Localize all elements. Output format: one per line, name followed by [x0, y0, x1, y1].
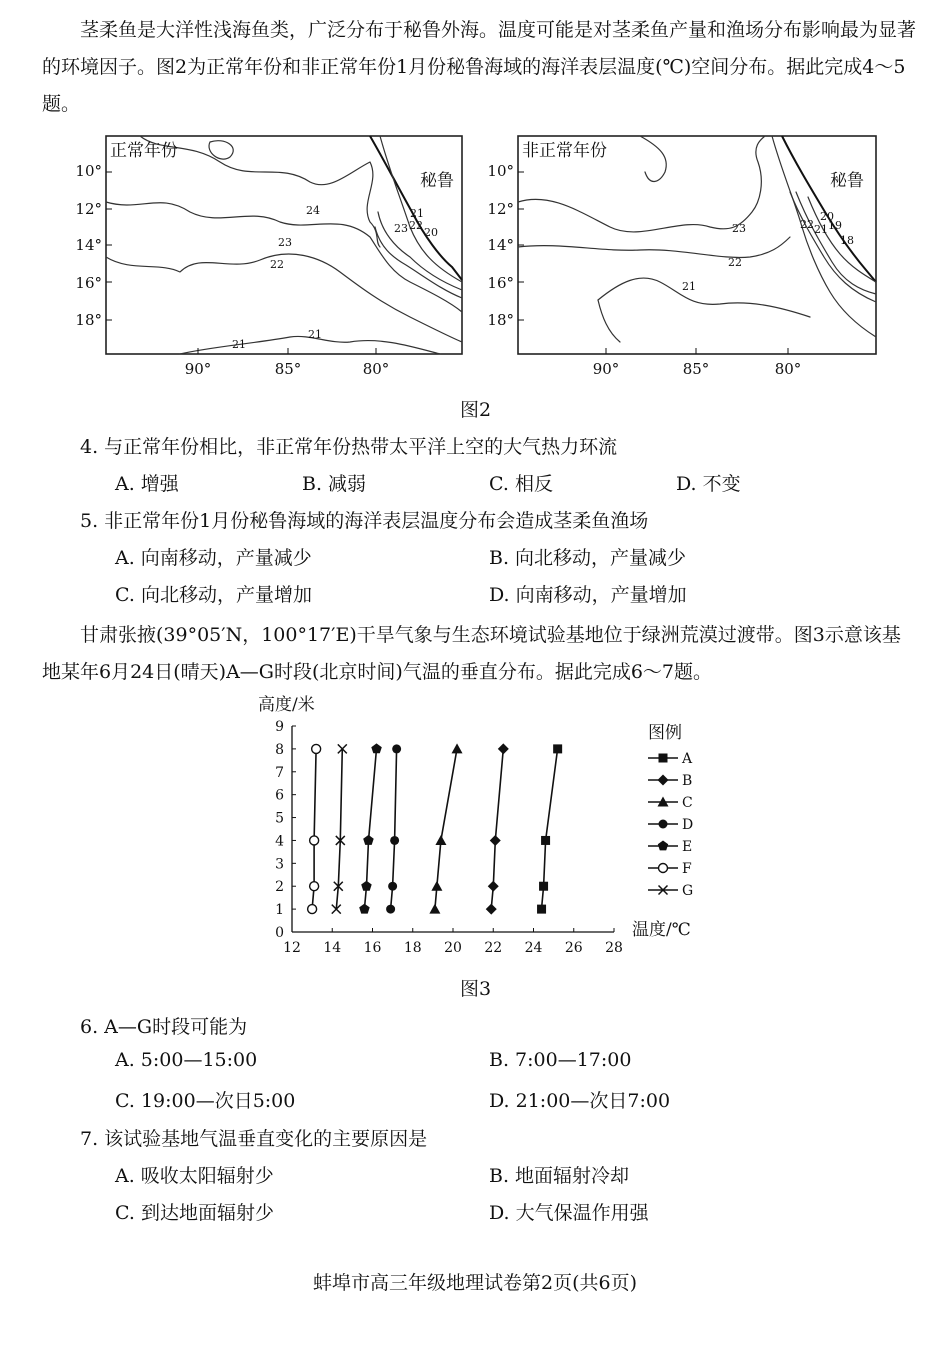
- legend-label: A: [682, 751, 693, 767]
- page-footer: 蚌埠市高三年级地理试卷第2页(共6页): [312, 1272, 637, 1294]
- isotherm-label: 20: [820, 210, 834, 223]
- y-tick-label: 0: [275, 925, 284, 941]
- question-4-option-d: D. 不变: [676, 473, 741, 495]
- lat-label: 16°: [75, 274, 102, 292]
- question-5-option-b: B. 向北移动，产量减少: [489, 547, 687, 569]
- isotherm-label: 21: [410, 207, 424, 220]
- question-4-stem: 4. 与正常年份相比，非正常年份热带太平洋上空的大气热力环流: [80, 436, 618, 458]
- question-4-option-b: B. 减弱: [302, 473, 367, 495]
- x-tick-label: 14: [323, 940, 342, 956]
- lon-label: 90°: [184, 360, 212, 378]
- legend-marker-a: [659, 754, 668, 763]
- isotherm-label: 20: [424, 226, 438, 239]
- question-5-option-c: C. 向北移动，产量增加: [115, 584, 312, 606]
- country-label: 秘鲁: [830, 171, 864, 191]
- isotherm-label: 23: [394, 222, 408, 235]
- data-point-b: [490, 835, 501, 846]
- x-tick-label: 20: [444, 940, 462, 956]
- lat-label: 12°: [487, 200, 514, 218]
- data-point-c: [431, 881, 442, 891]
- isotherm-label: 19: [828, 219, 842, 232]
- data-point-d: [388, 882, 397, 891]
- question-4-option-c: C. 相反: [489, 473, 553, 495]
- lat-label: 12°: [75, 200, 102, 218]
- y-tick-label: 6: [275, 787, 284, 804]
- question-5-option-d: D. 向南移动，产量增加: [489, 584, 687, 606]
- question-6-option-d: D. 21:00—次日7:00: [489, 1090, 671, 1112]
- country-label: 秘鲁: [420, 171, 454, 191]
- data-point-b: [498, 743, 509, 754]
- data-point-f: [308, 905, 317, 914]
- figure-2-caption: 图2: [460, 399, 492, 421]
- lat-label: 18°: [75, 311, 102, 329]
- data-point-d: [390, 836, 399, 845]
- data-point-c: [435, 835, 446, 845]
- y-tick-label: 5: [275, 810, 284, 827]
- map-abnormal-year: [487, 132, 885, 380]
- data-point-e: [371, 743, 382, 753]
- lat-label: 18°: [487, 311, 514, 329]
- isotherm-label: 23: [278, 236, 292, 249]
- lat-label: 16°: [487, 274, 514, 292]
- y-tick-label: 1: [275, 902, 284, 919]
- isotherm-label: 21: [682, 280, 696, 293]
- intro-paragraph-2: 甘肃张掖(39°05′N，100°17′E)干旱气象与生态环境试验基地位于绿洲荒漠过渡带。图3示意该基地某年6月24日(晴天)A—G时段(北京时间)气温的垂直分布。据此完成6～7题。: [42, 624, 901, 683]
- lon-label: 80°: [774, 360, 802, 378]
- data-point-f: [310, 882, 319, 891]
- x-tick-label: 18: [403, 940, 422, 956]
- lon-label: 90°: [592, 360, 620, 378]
- x-tick-label: 12: [283, 940, 301, 956]
- x-tick-label: 28: [605, 940, 623, 956]
- data-point-d: [386, 905, 395, 914]
- legend-marker-e: [658, 841, 668, 851]
- question-6-option-c: C. 19:00—次日5:00: [115, 1090, 296, 1112]
- data-point-e: [361, 881, 372, 891]
- legend-marker-f: [659, 864, 668, 873]
- intro-paragraph-1: 茎柔鱼是大洋性浅海鱼类，广泛分布于秘鲁外海。温度可能是对茎柔鱼产量和渔场分布影响最为显著的环境因子。图2为正常年份和非正常年份1月份秘鲁海域的海洋表层温度(℃)空间分布。据此完成4～5题。: [42, 19, 917, 115]
- legend-label: G: [682, 883, 694, 899]
- y-tick-label: 7: [275, 764, 284, 781]
- data-point-c: [429, 904, 440, 914]
- data-point-c: [452, 743, 463, 753]
- isotherm-label: 21: [232, 338, 246, 351]
- y-axis-label: 高度/米: [258, 695, 315, 715]
- question-7-option-a: A. 吸收太阳辐射少: [115, 1165, 274, 1187]
- figure-3-caption: 图3: [460, 978, 492, 1000]
- isotherm-label: 22: [409, 219, 423, 232]
- map-normal-year: [75, 132, 470, 380]
- data-point-a: [539, 882, 548, 891]
- lon-label: 85°: [274, 360, 302, 378]
- data-point-a: [553, 744, 562, 753]
- isotherm-label: 22: [800, 218, 814, 231]
- lat-label: 10°: [487, 162, 514, 180]
- legend-label: D: [682, 817, 694, 833]
- isotherm-label: 21: [814, 223, 828, 236]
- data-point-b: [486, 904, 497, 915]
- figure-3-chart: [250, 690, 710, 960]
- y-tick-label: 8: [275, 741, 284, 758]
- data-point-d: [392, 744, 401, 753]
- question-7-option-b: B. 地面辐射冷却: [489, 1165, 630, 1187]
- question-5-option-a: A. 向南移动，产量减少: [115, 547, 312, 569]
- legend-marker-d: [659, 820, 668, 829]
- data-point-a: [541, 836, 550, 845]
- data-point-a: [537, 905, 546, 914]
- legend-label: C: [682, 795, 693, 811]
- data-point-f: [310, 836, 319, 845]
- question-7-option-d: D. 大气保温作用强: [489, 1202, 649, 1224]
- isotherm-label: 24: [306, 204, 320, 217]
- lon-label: 85°: [682, 360, 710, 378]
- question-6-option-b: B. 7:00—17:00: [489, 1049, 632, 1071]
- legend-title: 图例: [648, 723, 682, 743]
- map-title: 非正常年份: [522, 141, 607, 161]
- legend-label: E: [682, 839, 693, 855]
- data-point-e: [359, 904, 370, 914]
- isotherm-label: 18: [840, 234, 854, 247]
- x-tick-label: 24: [524, 940, 543, 956]
- lat-label: 10°: [75, 162, 102, 180]
- x-tick-label: 16: [363, 940, 382, 956]
- y-tick-label: 2: [275, 879, 284, 896]
- map-title: 正常年份: [110, 141, 178, 161]
- question-6-stem: 6. A—G时段可能为: [80, 1016, 248, 1038]
- legend-label: F: [682, 861, 692, 877]
- y-tick-label: 3: [275, 856, 284, 873]
- data-point-b: [488, 881, 499, 892]
- y-tick-label: 4: [275, 833, 284, 850]
- data-point-e: [363, 835, 374, 845]
- x-tick-label: 26: [564, 940, 583, 956]
- question-7-stem: 7. 该试验基地气温垂直变化的主要原因是: [80, 1128, 428, 1150]
- isotherm-label: 23: [732, 222, 746, 235]
- lat-label: 14°: [75, 236, 102, 254]
- question-5-stem: 5. 非正常年份1月份秘鲁海域的海洋表层温度分布会造成茎柔鱼渔场: [80, 510, 649, 532]
- x-axis-label: 温度/℃: [632, 920, 691, 940]
- question-4-option-a: A. 增强: [115, 473, 179, 495]
- question-6-option-a: A. 5:00—15:00: [115, 1049, 258, 1071]
- y-tick-label: 9: [275, 719, 284, 735]
- lat-label: 14°: [487, 236, 514, 254]
- isotherm-label: 22: [270, 258, 284, 271]
- isotherm-label: 21: [308, 328, 322, 341]
- data-point-f: [312, 744, 321, 753]
- x-tick-label: 22: [484, 940, 503, 956]
- question-7-option-c: C. 到达地面辐射少: [115, 1202, 274, 1224]
- lon-label: 80°: [362, 360, 390, 378]
- legend-label: B: [682, 773, 693, 789]
- legend-marker-b: [658, 775, 669, 786]
- isotherm-label: 22: [728, 256, 742, 269]
